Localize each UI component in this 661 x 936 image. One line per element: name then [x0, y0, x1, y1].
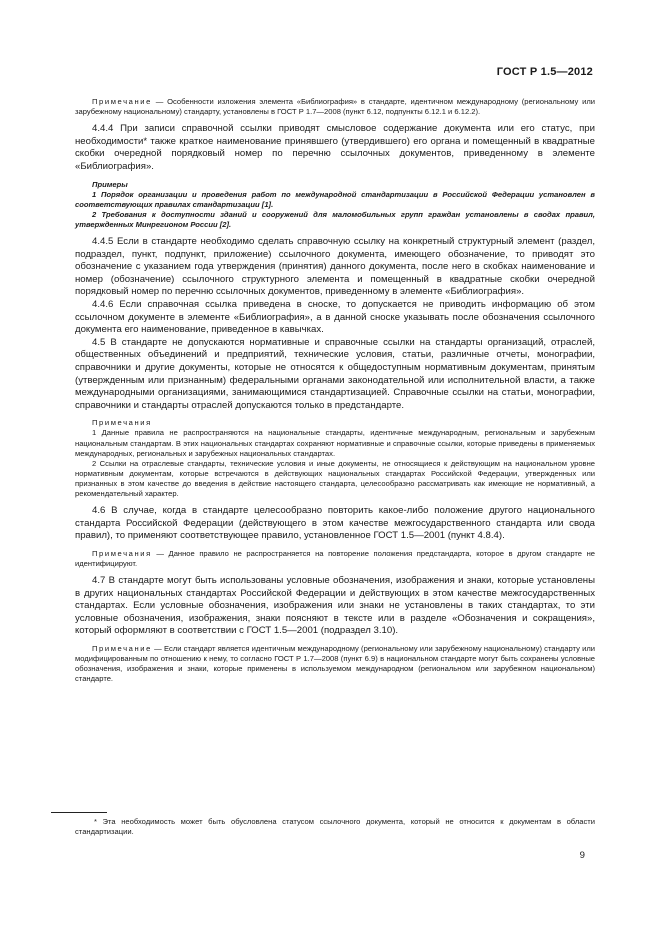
example-1: 1 Порядок организации и проведения работ по международной стандартизации в Российской Федерации установлен в соответствующих правилах стандартизации [1].: [75, 189, 595, 209]
note-1: 1 Данные правила не распространяются на национальные стандарты, идентичные международным, региональным и зарубежным национальным стандартам. В этих национальных стандартах сохраняют нормативные и справочные ссылки, которые приведены в применяемых международных, региональных и зарубежных национальных стандартах.: [75, 428, 595, 458]
clause-4-6: 4.6 В случае, когда в стандарте целесообразно повторить какое-либо положение другого национального стандарта Российской Федерации (действующего в этом качестве межгосударственного стандарта или свода правил), то применяют соответствующее правило, установленное ГОСТ 1.5—2001 (пункт 4.8.4).: [75, 505, 595, 542]
clause-4-4-4: 4.4.4 При записи справочной ссылки приводят смысловое содержание документа или его статус, при необходимости* также краткое наименование принявшего (утвердившего) его органа и помещенный в квадратные скобки очередной порядковый номер по перечню ссылочных документов, приведенному в элементе «Библиография».: [75, 123, 595, 172]
note-label: Примечания: [92, 548, 152, 558]
footnote-separator: [51, 812, 107, 813]
note-paragraph: [75, 644, 595, 684]
clause-4-4-6: 4.4.6 Если справочная ссылка приведена в сноске, то допускается не приводить информацию об этом ссылочном документе в элементе «Библиография», а в данной сноске указывать после обозначения ссылочного документа его наименование, приведенное в кавычках.: [75, 299, 595, 336]
notes-title: Примечания: [92, 418, 152, 428]
page-number: 9: [579, 850, 585, 861]
examples-title: Примеры: [92, 179, 128, 189]
note-label: Примечание: [92, 97, 152, 106]
clause-4-5: 4.5 В стандарте не допускаются нормативные и справочные ссылки на стандарты организаций, отраслей, общественных объединений и предприятий, технические условия, статьи, различные отчеты, монографии, справочники и другие документы, которые не относятся к общедоступным нормативным документам, принятым (утвержденным или признанным) федеральными органами законодательной или исполнительной власти, а также международными организациями, занимающимися стандартизацией. Справочные ссылки на статьи, монографии, справочники и стандарты отраслей допускаются только в предстандарте.: [75, 336, 595, 411]
clause-4-4-5: 4.4.5 Если в стандарте необходимо сделать справочную ссылку на конкретный структурный элемент (раздел, подраздел, пункт, подпункт, приложение) ссылочного документа, имеющего обозначение, то приводят это обозначение с указанием года утверждения (принятия) данного документа, после него в скобках наименование и номер (обозначение) ссылочного структурного элемента и помещенный в квадратные скобки очередной порядковый номер по перечню ссылочных документов, приведенному в элементе «Библиография».: [75, 236, 595, 298]
note-2: 2 Ссылки на отраслевые стандарты, технические условия и иные документы, не относящиеся к действующим на национальном уровне нормативным документам, которые встречаются в действующих национальных стандартах Российской Федерации, утвержденных или признанных в этом качестве до введения в действие настоящего стандарта, целесообразно рассматривать как имеющие не нормативный, а рекомендательный характер.: [75, 458, 595, 498]
note-paragraph: [75, 549, 595, 569]
page-content: [75, 97, 595, 684]
example-2: 2 Требования к доступности зданий и сооружений для маломобильных групп граждан установлены в сводах правил, утвержденных Минрегионом России [2].: [75, 209, 595, 229]
note-text: — Особенности изложения элемента «Библиография» в стандарте, идентичном международному (региональному или зарубежному национальному) стандарту, установлены в ГОСТ Р 1.7—2008 (пункт 6.12, подпункты 6.12.1 и 6.12.2).: [75, 97, 595, 117]
note-text: — Если стандарт является идентичным международному (региональному или зарубежному национальному) стандарту или модифицированным по отношению к нему, то согласно ГОСТ Р 1.7—2008 (пункт 6.9) в национальном стандарте могут быть сохранены условные обозначения, изображения и знаки, которые применены в используемом международном (региональном или зарубежном национальном) стандарте.: [75, 644, 595, 684]
footnote: * Эта необходимость может быть обусловлена статусом ссылочного документа, который не относится к документам в области стандартизации.: [75, 817, 595, 837]
note-text: — Данное правило не распространяется на повторение положения предстандарта, которое в другом стандарте не идентифицируют.: [75, 548, 595, 568]
document-header: ГОСТ Р 1.5—2012: [496, 66, 593, 78]
note-label: Примечание: [92, 644, 152, 654]
note-paragraph: [75, 97, 595, 117]
clause-4-7: 4.7 В стандарте могут быть использованы условные обозначения, изображения и знаки, которые установлены в других национальных стандартах Российской Федерации и действующих в этом качестве межгосударственных стандартах. Если условные обозначения, изображения или знаки не установлены в таких стандартах, то эти условные обозначения, изображения, знаки поясняют в тексте или в разделе «Обозначения и сокращения», который оформляют в соответствии с ГОСТ 1.5—2001 (подраздел 3.10).: [75, 575, 595, 637]
